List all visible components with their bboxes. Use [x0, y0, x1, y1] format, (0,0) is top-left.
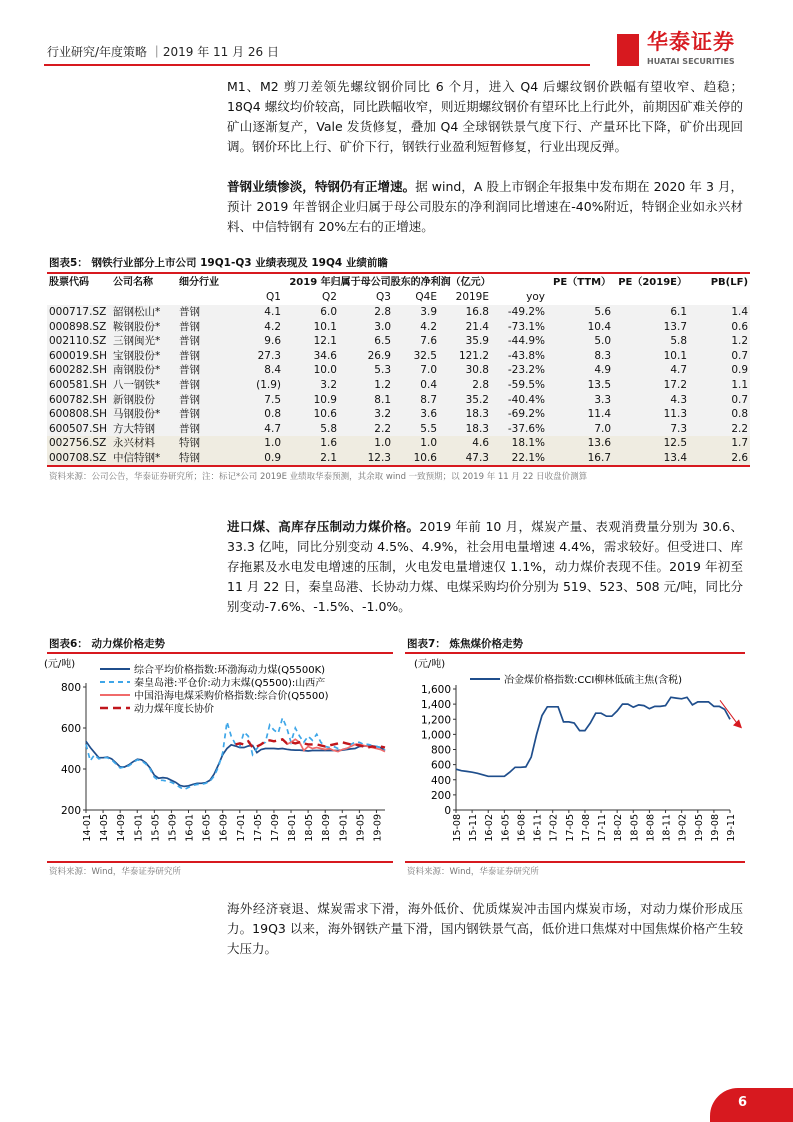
x-tick-label: 18-02 — [613, 814, 625, 842]
x-tick-label: 19-02 — [677, 814, 689, 842]
table-cell: 7.0 — [547, 421, 613, 436]
x-tick-label: 18-05 — [304, 814, 316, 842]
table-cell: 600808.SH — [47, 407, 111, 422]
table-cell: -59.5% — [491, 378, 547, 393]
table-cell: 1.0 — [393, 436, 439, 451]
earnings-table — [47, 276, 750, 466]
table-cell: 4.9 — [547, 363, 613, 378]
table-cell: 10.1 — [283, 319, 339, 334]
paragraph-2-body: 据 wind，A 股上市钢企年报集中发布期在 2020 年 3 月，预计 2019 年普钢企业归属于母公司股东的净利润同比增速在-40%附近，特钢企业如永兴材料、中信特钢有 20%左右的正增速。 — [227, 179, 743, 234]
chart7-bottom-rule — [405, 861, 745, 863]
table-cell: 1.0 — [339, 436, 393, 451]
table-cell: 32.5 — [393, 348, 439, 363]
table-row — [47, 334, 750, 349]
y-tick-label: 1,400 — [420, 699, 451, 712]
logo-text-en: HUATAI SECURITIES — [647, 57, 735, 66]
table-cell: 方大特钢 — [111, 421, 177, 436]
table-cell: 17.2 — [613, 378, 689, 393]
table-cell: 000708.SZ — [47, 451, 111, 466]
table-cell: 8.7 — [393, 392, 439, 407]
table-cell: 30.8 — [439, 363, 491, 378]
table-bottom-rule — [47, 465, 750, 467]
table-cell: 普钢 — [177, 305, 233, 320]
table-cell: 8.4 — [233, 363, 283, 378]
sub-header: yoy — [526, 291, 546, 304]
sub-header: Q3 — [376, 291, 391, 304]
table-row — [47, 348, 750, 363]
page-number: 6 — [710, 1088, 793, 1122]
table-cell: 南钢股份* — [111, 363, 177, 378]
table-row — [47, 421, 750, 436]
table-cell: 八一钢铁* — [111, 378, 177, 393]
table-cell: 10.6 — [283, 407, 339, 422]
table-cell: 4.6 — [439, 436, 491, 451]
table-cell: -40.4% — [491, 392, 547, 407]
x-tick-label: 15-11 — [468, 814, 480, 842]
table-cell: 6.1 — [613, 305, 689, 320]
x-tick-label: 16-11 — [532, 814, 544, 842]
x-tick-label: 19-05 — [693, 814, 705, 842]
table-cell: 26.9 — [339, 348, 393, 363]
chart7-title: 图表7： 炼焦煤价格走势 — [407, 638, 523, 650]
table-cell: 8.3 — [547, 348, 613, 363]
x-tick-label: 16-05 — [500, 814, 512, 842]
table-row — [47, 378, 750, 393]
table-cell: 3.2 — [283, 378, 339, 393]
paragraph-3 — [227, 517, 743, 617]
table-cell: 3.6 — [393, 407, 439, 422]
x-tick-label: 17-11 — [597, 814, 609, 842]
table-cell: 1.6 — [283, 436, 339, 451]
table-cell: -69.2% — [491, 407, 547, 422]
table-row — [47, 436, 750, 451]
x-tick-label: 18-08 — [645, 814, 657, 842]
legend-label: 综合平均价格指数:环渤海动力煤(Q5500K) — [134, 665, 326, 676]
table-cell: 普钢 — [177, 392, 233, 407]
table-cell: 1.2 — [339, 378, 393, 393]
chart6-bottom-rule — [47, 861, 393, 863]
table-cell: 7.0 — [393, 363, 439, 378]
table-cell: 马钢股份* — [111, 407, 177, 422]
table-cell: 18.3 — [439, 407, 491, 422]
chart7-source: 资料来源：Wind，华泰证券研究所 — [407, 867, 539, 877]
y-tick-label: 800 — [60, 682, 81, 694]
table-cell: (1.9) — [233, 378, 283, 393]
x-tick-label: 17-05 — [252, 814, 264, 842]
table-cell: 9.6 — [233, 334, 283, 349]
table-cell: -49.2% — [491, 305, 547, 320]
chart6-title: 图表6： 动力煤价格走势 — [49, 638, 165, 650]
table-cell: 2.8 — [439, 378, 491, 393]
table-cell: 3.2 — [339, 407, 393, 422]
x-tick-label: 19-01 — [338, 814, 350, 842]
col-header-group: 2019 年归属于母公司股东的净利润（亿元） — [289, 276, 491, 288]
paragraph-1: M1、M2 剪刀差领先螺纹钢价同比 6 个月，进入 Q4 后螺纹钢价跌幅有望收窄、趋稳；18Q4 螺纹均价较高，同比跌幅收窄，则近期螺纹钢价有望环比上行此外，前期因矿难关停的矿山逐渐复产，Vale 发货修复，叠加 Q4 全球钢铁景气度下行、产量环比下降，矿价出现回调。钢价环比上行、矿价下行，钢铁行业盈利短暂修复，行业出现反弹。 — [227, 79, 743, 154]
table-cell: 11.4 — [547, 407, 613, 422]
table-subheader-row — [47, 290, 750, 305]
legend-label: 动力煤年度长协价 — [134, 704, 214, 715]
col-header: 细分行业 — [179, 276, 219, 288]
table-title: 图表5： 钢铁行业部分上市公司 19Q1-Q3 业绩表现及 19Q4 业绩前瞻 — [49, 257, 388, 269]
col-header: 公司名称 — [113, 276, 153, 288]
table-cell: 特钢 — [177, 436, 233, 451]
col-header: 股票代码 — [49, 276, 89, 288]
table-cell: 5.6 — [547, 305, 613, 320]
table-cell: 0.6 — [689, 319, 750, 334]
x-tick-label: 19-08 — [709, 814, 721, 842]
y-tick-label: 600 — [430, 759, 451, 772]
table-cell: 中信特钢* — [111, 451, 177, 466]
table-cell: -23.2% — [491, 363, 547, 378]
table-cell: 1.2 — [689, 334, 750, 349]
table-row — [47, 451, 750, 466]
table-cell: 宝钢股份* — [111, 348, 177, 363]
table-row — [47, 392, 750, 407]
table-row — [47, 319, 750, 334]
sub-header: 2019E — [455, 291, 489, 304]
table-cell: 002110.SZ — [47, 334, 111, 349]
paragraph-2-lead: 普钢业绩惨淡，特钢仍有正增速。 — [227, 179, 416, 194]
table-cell: 002756.SZ — [47, 436, 111, 451]
table-cell: 3.3 — [547, 392, 613, 407]
table-cell: 0.7 — [689, 392, 750, 407]
chart6-source: 资料来源：Wind，华泰证券研究所 — [49, 867, 181, 877]
table-cell: 3.0 — [339, 319, 393, 334]
table-cell: 13.5 — [547, 378, 613, 393]
table-cell: 新钢股份 — [111, 392, 177, 407]
legend-label: 秦皇岛港:平仓价:动力末煤(Q5500):山西产 — [134, 678, 326, 689]
table-cell: 0.9 — [689, 363, 750, 378]
table-cell: 600019.SH — [47, 348, 111, 363]
table-cell: 5.0 — [547, 334, 613, 349]
y-tick-label: 400 — [430, 774, 451, 787]
table-cell: 韶钢松山* — [111, 305, 177, 320]
table-cell: 6.5 — [339, 334, 393, 349]
table-cell: 普钢 — [177, 319, 233, 334]
y-axis-label: (元/吨) — [44, 659, 76, 670]
legend-label: 中国沿海电煤采购价格指数:综合价(Q5500) — [134, 691, 329, 702]
x-tick-label: 16-08 — [516, 814, 528, 842]
col-header: PE（2019E） — [618, 276, 688, 288]
table-cell: 8.1 — [339, 392, 393, 407]
x-tick-label: 18-01 — [287, 814, 299, 842]
table-cell: 2.2 — [689, 421, 750, 436]
table-top-rule — [47, 272, 750, 274]
trend-arrow-line — [720, 700, 738, 724]
table-row — [47, 305, 750, 320]
table-cell: 21.4 — [439, 319, 491, 334]
x-tick-label: 17-09 — [269, 814, 281, 842]
table-cell: 普钢 — [177, 363, 233, 378]
x-tick-label: 17-08 — [580, 814, 592, 842]
x-tick-label: 19-09 — [372, 814, 384, 842]
x-tick-label: 15-01 — [133, 814, 145, 842]
series-line-1 — [456, 697, 730, 776]
table-cell: 1.0 — [233, 436, 283, 451]
table-cell: 000898.SZ — [47, 319, 111, 334]
table-cell: 27.3 — [233, 348, 283, 363]
x-tick-label: 17-01 — [235, 814, 247, 842]
series-line-2 — [86, 718, 385, 790]
table-cell: 12.1 — [283, 334, 339, 349]
table-row — [47, 363, 750, 378]
table-cell: 2.8 — [339, 305, 393, 320]
sub-header: Q2 — [322, 291, 337, 304]
table-cell: -43.8% — [491, 348, 547, 363]
table-cell: 4.3 — [613, 392, 689, 407]
table-cell: 11.3 — [613, 407, 689, 422]
table-cell: 7.5 — [233, 392, 283, 407]
table-cell: 7.6 — [393, 334, 439, 349]
table-cell: 1.4 — [689, 305, 750, 320]
table-row — [47, 407, 750, 422]
table-cell: -37.6% — [491, 421, 547, 436]
table-cell: 16.7 — [547, 451, 613, 466]
table-cell: 600782.SH — [47, 392, 111, 407]
x-tick-label: 18-05 — [629, 814, 641, 842]
y-tick-label: 1,000 — [420, 729, 451, 742]
table-cell: -44.9% — [491, 334, 547, 349]
table-cell: 12.5 — [613, 436, 689, 451]
table-cell: 永兴材料 — [111, 436, 177, 451]
table-cell: 0.8 — [233, 407, 283, 422]
paragraph-3-lead: 进口煤、高库存压制动力煤价格。 — [227, 519, 420, 534]
table-cell: 10.6 — [393, 451, 439, 466]
logo-text-cn: 华泰证券 — [647, 30, 735, 54]
table-cell: 4.7 — [613, 363, 689, 378]
x-tick-label: 17-05 — [564, 814, 576, 842]
table-cell: 1.1 — [689, 378, 750, 393]
table-cell: 5.8 — [283, 421, 339, 436]
x-tick-label: 16-05 — [201, 814, 213, 842]
y-tick-label: 800 — [430, 744, 451, 757]
table-cell: 12.3 — [339, 451, 393, 466]
x-tick-label: 15-05 — [150, 814, 162, 842]
table-cell: -73.1% — [491, 319, 547, 334]
x-tick-label: 15-09 — [167, 814, 179, 842]
paragraph-2 — [227, 177, 743, 237]
table-cell: 16.8 — [439, 305, 491, 320]
legend-label: 冶金煤价格指数:CCI柳林低硫主焦(含税) — [504, 675, 683, 686]
sub-header: Q4E — [415, 291, 437, 304]
y-tick-label: 400 — [60, 764, 81, 776]
y-tick-label: 0 — [444, 805, 451, 817]
table-cell: 普钢 — [177, 348, 233, 363]
x-tick-label: 14-01 — [82, 814, 93, 842]
table-cell: 7.3 — [613, 421, 689, 436]
table-cell: 普钢 — [177, 407, 233, 422]
table-cell: 5.5 — [393, 421, 439, 436]
table-cell: 5.8 — [613, 334, 689, 349]
table-cell: 13.7 — [613, 319, 689, 334]
paragraph-3-body: 2019 年前 10 月，煤炭产量、表观消费量分别为 30.6、33.3 亿吨，同比分别变动 4.5%、4.9%，社会用电量增速 4.4%，需求较好。但受进口、库存拖累及水电发电增速的压制，火电发电量增速仅 1.1%，动力煤价表现不佳。2019 年初至 11 月 22 日，秦皇岛港、长协动力煤、电煤采购均价分别为 519、523、508 元/吨，同比分别变动-7.6%、-1.5%、-1.0%。 — [227, 519, 743, 614]
header-divider — [44, 64, 590, 66]
table-cell: 3.9 — [393, 305, 439, 320]
x-tick-label: 15-08 — [452, 814, 463, 842]
y-axis-label: (元/吨) — [414, 659, 446, 670]
table-cell: 普钢 — [177, 378, 233, 393]
table-cell: 600581.SH — [47, 378, 111, 393]
x-tick-label: 19-05 — [355, 814, 367, 842]
table-cell: 4.7 — [233, 421, 283, 436]
report-header: 行业研究/年度策略 ｜2019 年 11 月 26 日 — [47, 45, 280, 59]
y-tick-label: 600 — [60, 723, 81, 735]
table-cell: 34.6 — [283, 348, 339, 363]
table-cell: 1.7 — [689, 436, 750, 451]
chart7-coking-coal-price — [400, 655, 750, 855]
table-cell: 600507.SH — [47, 421, 111, 436]
table-cell: 35.2 — [439, 392, 491, 407]
table-figure — [47, 256, 750, 483]
table-cell: 5.3 — [339, 363, 393, 378]
table-cell: 4.2 — [233, 319, 283, 334]
table-cell: 普钢 — [177, 421, 233, 436]
intro-text-block — [227, 77, 743, 237]
table-cell: 000717.SZ — [47, 305, 111, 320]
sub-header: Q1 — [266, 291, 281, 304]
x-tick-label: 18-09 — [321, 814, 333, 842]
table-cell: 4.1 — [233, 305, 283, 320]
table-cell: 18.1% — [491, 436, 547, 451]
table-cell: 6.0 — [283, 305, 339, 320]
table-cell: 普钢 — [177, 334, 233, 349]
y-tick-label: 1,200 — [420, 714, 451, 727]
table-cell: 10.0 — [283, 363, 339, 378]
x-tick-label: 14-05 — [99, 814, 111, 842]
table-cell: 10.4 — [547, 319, 613, 334]
x-tick-label: 17-02 — [548, 814, 560, 842]
table-source: 资料来源：公司公告，华泰证券研究所；注：标记*公司 2019E 业绩取华泰预测，其余取 wind 一致预期；以 2019 年 11 月 22 日收盘价测算 — [49, 471, 588, 482]
table-cell: 鞍钢股份* — [111, 319, 177, 334]
table-cell: 22.1% — [491, 451, 547, 466]
table-cell: 600282.SH — [47, 363, 111, 378]
table-cell: 4.2 — [393, 319, 439, 334]
table-cell: 121.2 — [439, 348, 491, 363]
x-tick-label: 19-11 — [726, 814, 737, 842]
table-cell: 13.4 — [613, 451, 689, 466]
table-cell: 三钢闽光* — [111, 334, 177, 349]
x-tick-label: 16-01 — [184, 814, 196, 842]
table-cell: 13.6 — [547, 436, 613, 451]
table-cell: 0.9 — [233, 451, 283, 466]
table-cell: 2.1 — [283, 451, 339, 466]
col-header: PB(LF) — [710, 276, 749, 288]
table-cell: 0.8 — [689, 407, 750, 422]
col-header: PE（TTM） — [553, 276, 612, 288]
logo-mark-icon — [617, 34, 639, 66]
paragraph-4: 海外经济衰退、煤炭需求下滑，海外低价、优质煤炭冲击国内煤炭市场，对动力煤价形成压力。19Q3 以来，海外钢铁产量下滑，国内钢铁景气高，低价进口焦煤对中国焦煤价格产生较大压力。 — [227, 901, 743, 956]
chart6-steam-coal-price — [40, 655, 395, 855]
table-header-row — [47, 276, 750, 291]
chart7-top-rule — [405, 652, 745, 654]
huatai-logo — [617, 30, 757, 72]
table-cell: 0.7 — [689, 348, 750, 363]
y-tick-label: 200 — [60, 805, 81, 817]
table-cell: 47.3 — [439, 451, 491, 466]
x-tick-label: 14-09 — [116, 814, 128, 842]
x-tick-label: 16-02 — [484, 814, 496, 842]
table-cell: 0.4 — [393, 378, 439, 393]
y-tick-label: 1,600 — [420, 684, 451, 696]
table-cell: 18.3 — [439, 421, 491, 436]
trend-arrow-icon — [733, 719, 742, 728]
table-cell: 特钢 — [177, 451, 233, 466]
table-cell: 2.2 — [339, 421, 393, 436]
table-cell: 10.1 — [613, 348, 689, 363]
x-tick-label: 16-09 — [218, 814, 230, 842]
table-cell: 10.9 — [283, 392, 339, 407]
table-cell: 2.6 — [689, 451, 750, 466]
table-cell: 35.9 — [439, 334, 491, 349]
chart6-top-rule — [47, 652, 393, 654]
y-tick-label: 200 — [430, 789, 451, 802]
x-tick-label: 18-11 — [661, 814, 673, 842]
